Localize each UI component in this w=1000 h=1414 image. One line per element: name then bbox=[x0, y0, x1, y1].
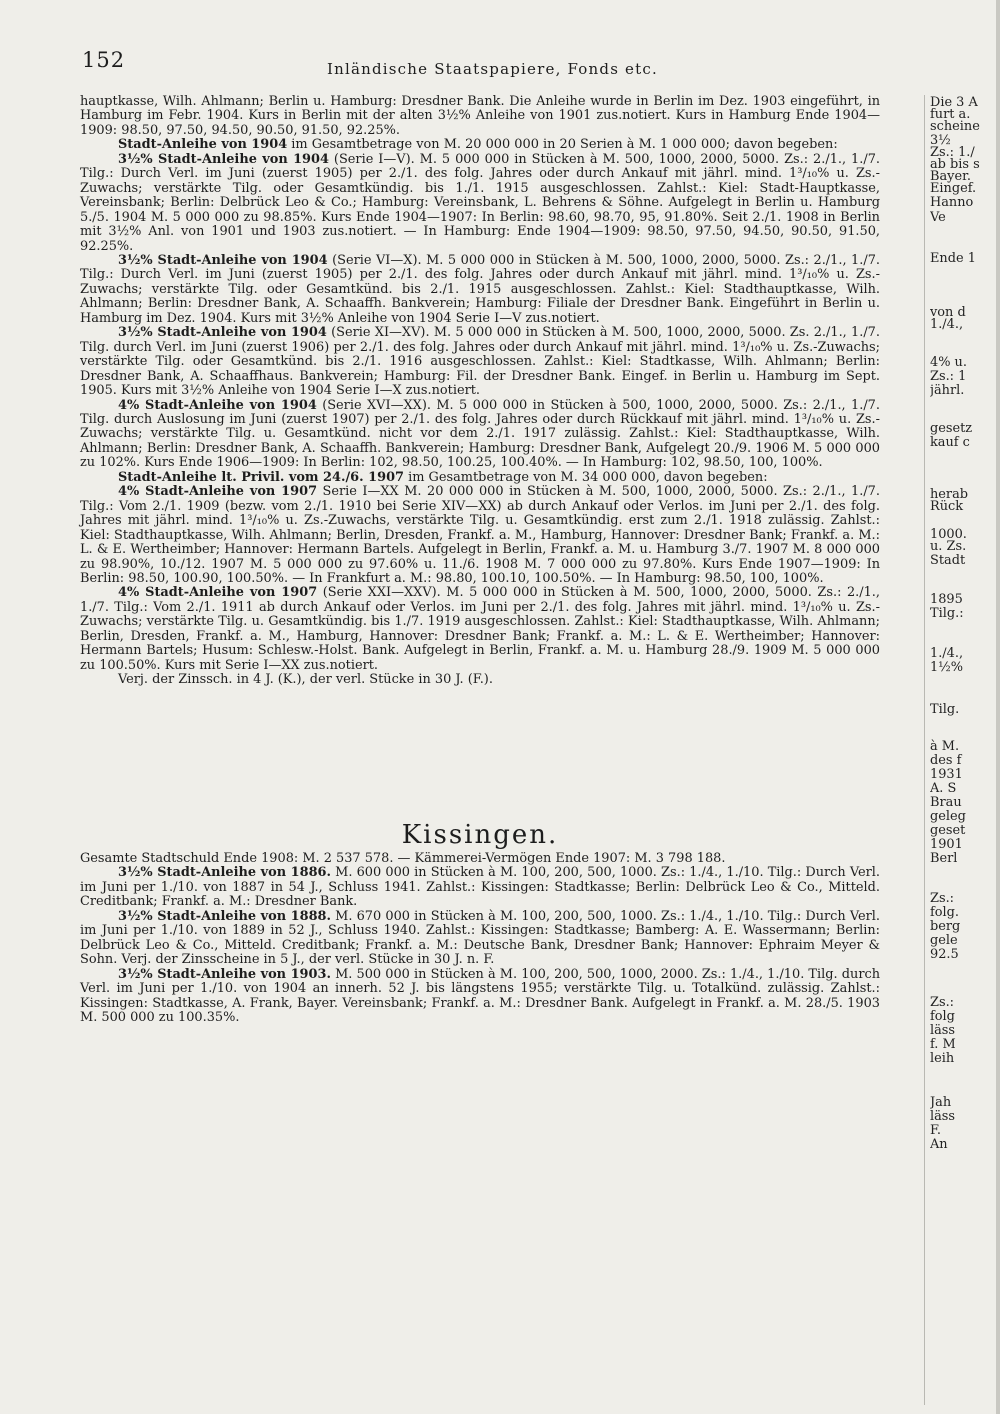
city-heading: Kissingen. bbox=[401, 820, 559, 850]
loan-text: im Gesamtbetrage von M. 20 000 000 in 20 Serien à M. 1 000 000; davon begeben: bbox=[287, 137, 838, 153]
adjacent-text-line: gele bbox=[930, 933, 958, 948]
loan-text: M. 500 000 in Stücken à M. 100, 200, 500, 1000, 2000. Zs.: 1./4., 1./10. Tilg. durch Verl. im Juni per 1./10. von 1904 an innerh. 52 J. bis längstens 1955; verstärkte Tilg. u. Totalkünd. zulässig. Zahlst.: Kissingen: Stadtkasse, A. Frank, Bayer. Vereinsbank; Frankf. a. M.: Dresdner Bank. Aufgelegt in Frankf. a. M. 28./5. 1903 M. 500 000 zu 100.35%. bbox=[80, 966, 880, 1025]
adjacent-text-line: 1./4., bbox=[930, 317, 964, 332]
kissingen-section bbox=[80, 852, 880, 1025]
adjacent-text-line: Berl bbox=[930, 851, 958, 866]
page-header bbox=[82, 48, 912, 84]
adjacent-text-line: ab bis s bbox=[930, 157, 980, 172]
loan-heading: 3½% Stadt-Anleihe von 1886. bbox=[118, 865, 331, 881]
adjacent-text-line: Zs.: bbox=[930, 995, 955, 1010]
adjacent-text-line: An bbox=[930, 1137, 948, 1152]
loan-text: im Gesamtbetrage von M. 34 000 000, davon begeben: bbox=[404, 469, 768, 485]
adjacent-text-line: 1000. bbox=[930, 527, 967, 542]
column-divider bbox=[924, 95, 925, 1405]
page-number: 152 bbox=[82, 48, 126, 72]
paragraph-loan-1907-series-1-20 bbox=[80, 485, 880, 586]
adjacent-page-fragment bbox=[930, 96, 1000, 1396]
paragraph-loan-1907-series-21-25 bbox=[80, 586, 880, 673]
paragraph-limitation-note: Verj. der Zinssch. in 4 J. (K.), der verl. Stücke in 30 J. (F.). bbox=[118, 672, 493, 688]
adjacent-text-line: F. bbox=[930, 1123, 942, 1138]
adjacent-text-line: u. Zs. bbox=[930, 539, 967, 554]
paragraph-city-debt: Gesamte Stadtschuld Ende 1908: M. 2 537 578. — Kämmerei-Vermögen Ende 1907: M. 3 798 188. bbox=[80, 851, 726, 866]
loan-text: (Serie I—V). M. 5 000 000 in Stücken à M. 500, 1000, 2000, 5000. Zs.: 2./1., 1./7. Tilg.: Durch Verl. im Juni (zuerst 1905) per 2./1. des folg. Jahres oder durch Ankauf mit jährl. mind. 1³/₁₀% u. Zs.-Zuwachs; verstärkte Tilg. oder Gesamtkündig. bis 1./1. 1915 ausgeschlossen. Zahlst.: Kiel: Stadt-Hauptkasse, Vereinsbank; Berlin: Delbrück Leo & Co.; Hamburg: Vereinsbank, L. Behrens & Söhne. Aufgelegt in Berlin u. Hamburg 5./5. 1904 M. 5 000 000 zu 98.85%. Kurs Ende 1904—1907: In Berlin: 98.60, 98.70, 95, 91.80%. Seit 2./1. 1908 in Berlin mit 3½% Anl. von 1901 und 1903 zus.notiert. — In Hamburg: Ende 1904—1909: 98.50, 97.50, 94.50, 90.50, 91.50, 92.25%. bbox=[80, 151, 880, 254]
adjacent-text-line: herab bbox=[930, 487, 969, 502]
adjacent-text-line: Ve bbox=[930, 210, 946, 225]
adjacent-text-line: leih bbox=[930, 1051, 955, 1066]
loan-text: (Serie XI—XV). M. 5 000 000 in Stücken à M. 500, 1000, 2000, 5000. Zs. 2./1., 1./7. Tilg. durch Verl. im Juni (zuerst 1906) per 2./1. des folg. Jahres oder durch Ankauf mit jährl. mind. 1³/₁₀% u. Zs.-Zuwachs; verstärkte Tilg. oder Gesamtkünd. bis 2./1. 1916 ausgeschlossen. Zahlst.: Kiel: Stadtkasse, Wilh. Ahlmann; Berlin: Dresdner Bank, A. Schaaffhaus. Bankverein; Hamburg: Fil. der Dresdner Bank. Eingef. in Berlin u. Hamburg im Sept. 1905. Kurs mit 3½% Anleihe von 1904 Serie I—X zus.notiert. bbox=[80, 325, 880, 399]
adjacent-text-line: f. M bbox=[930, 1037, 956, 1052]
adjacent-text-line: folg. bbox=[930, 905, 960, 920]
paragraph-loan-1888 bbox=[80, 910, 880, 968]
loan-heading: 4% Stadt-Anleihe von 1907 bbox=[118, 484, 318, 500]
loan-heading: 3½% Stadt-Anleihe von 1904 bbox=[118, 325, 327, 341]
adjacent-text-line: 4% u. bbox=[930, 355, 967, 370]
adjacent-text-line: Hanno bbox=[930, 195, 974, 210]
adjacent-text-line: 1931 bbox=[930, 767, 963, 782]
paragraph-loan-1903 bbox=[80, 968, 880, 1026]
adjacent-text-line: von d bbox=[930, 305, 966, 320]
adjacent-text-line: A. S bbox=[930, 781, 957, 796]
adjacent-text-line: berg bbox=[930, 919, 961, 934]
adjacent-text-line: 1./4., bbox=[930, 646, 964, 661]
adjacent-text-line: furt a. bbox=[930, 107, 971, 122]
paragraph-loan-1904-overview bbox=[80, 138, 880, 152]
loan-heading: 4% Stadt-Anleihe von 1907 bbox=[118, 585, 318, 601]
adjacent-text-line: Zs.: 1 bbox=[930, 369, 967, 384]
adjacent-text-line: Eingef. bbox=[930, 181, 977, 196]
loan-heading: 3½% Stadt-Anleihe von 1904 bbox=[118, 252, 328, 268]
adjacent-text-line: 92.5 bbox=[930, 947, 959, 962]
adjacent-text-line: kauf c bbox=[930, 435, 970, 450]
main-column bbox=[80, 95, 880, 688]
adjacent-text-line: des f bbox=[930, 753, 962, 768]
paragraph-loan-1904-series-11-15 bbox=[80, 326, 880, 398]
adjacent-text-line: jährl. bbox=[930, 383, 965, 398]
page-edge bbox=[996, 0, 1000, 1414]
paragraph-loan-1907-overview bbox=[80, 471, 880, 485]
loan-heading: 3½% Stadt-Anleihe von 1888. bbox=[118, 908, 331, 924]
adjacent-text-line: geset bbox=[930, 823, 966, 838]
adjacent-text-line: 3½ bbox=[930, 133, 951, 148]
adjacent-text-line: Stadt bbox=[930, 553, 966, 568]
adjacent-text-line: Jah bbox=[930, 1095, 952, 1110]
adjacent-text-line: Die 3 A bbox=[930, 96, 978, 110]
loan-heading: 4% Stadt-Anleihe von 1904 bbox=[118, 397, 317, 413]
running-title: Inländische Staatspapiere, Fonds etc. bbox=[327, 60, 658, 78]
paragraph-loan-1904-series-6-10 bbox=[80, 254, 880, 326]
adjacent-text-line: 1901 bbox=[930, 837, 963, 852]
loan-heading: Stadt-Anleihe von 1904 bbox=[118, 137, 288, 153]
paragraph-continuation: hauptkasse, Wilh. Ahlmann; Berlin u. Hamburg: Dresdner Bank. Die Anleihe wurde in Berlin im Dez. 1903 eingeführt, in Hamburg im Febr. 1904. Kurs in Berlin mit der alten 3½% Anleihe von 1901 zus.notiert. Kurs in Hamburg Ende 1904—1909: 98.50, 97.50, 94.50, 90.50, 91.50, 92.25%. bbox=[80, 94, 880, 138]
adjacent-text-line: geleg bbox=[930, 809, 966, 824]
adjacent-text-line: Ende 1 bbox=[930, 251, 976, 266]
loan-text: (Serie VI—X). M. 5 000 000 in Stücken à M. 500, 1000, 2000, 5000. Zs.: 2./1., 1./7. Tilg.: Durch Verl. im Juni (zuerst 1905) per 2./1. des folg. Jahres oder durch Ankauf mit jährl. mind. 1³/₁₀% u. Zs.-Zuwachs; verstärkte Tilg. oder Gesamtkünd. bis 2./1. 1915 ausgeschlossen. Zahlst.: Kiel: Stadthauptkasse, Wilh. Ahlmann; Berlin: Dresdner Bank, A. Schaaffh. Bankverein; Hamburg: Filiale der Dresdner Bank. Eingeführt in Berlin u. Hamburg im Dez. 1904. Kurs mit 3½% Anleihe von 1904 Serie I—V zus.notiert. bbox=[80, 252, 880, 326]
adjacent-text-line: läss bbox=[930, 1109, 956, 1124]
loan-text: M. 600 000 in Stücken à M. 100, 200, 500, 1000. Zs.: 1./4., 1./10. Tilg.: Durch Verl. im Juni per 1./10. von 1887 in 54 J., Schluss 1941. Zahlst.: Kissingen: Stadtkasse; Berlin: Delbrück Leo & Co., Mitteld. Creditbank; Frankf. a. M.: Dresdner Bank. bbox=[80, 865, 880, 910]
adjacent-text-line: Rück bbox=[930, 499, 964, 514]
adjacent-text-line: 1½% bbox=[930, 660, 963, 675]
adjacent-text-line: gesetz bbox=[930, 421, 973, 436]
adjacent-text-line: Zs.: bbox=[930, 891, 955, 906]
adjacent-text-line: Brau bbox=[930, 795, 962, 810]
paragraph-loan-1904-series-16-20 bbox=[80, 399, 880, 471]
paragraph-loan-1904-series-1-5 bbox=[80, 153, 880, 254]
adjacent-text-line: Zs.: 1./ bbox=[930, 145, 975, 160]
loan-text: (Serie XVI—XX). M. 5 000 000 in Stücken à 500, 1000, 2000, 5000. Zs.: 2./1., 1./7. Tilg. durch Auslosung im Juni (zuerst 1907) per 2./1. des folg. Jahres oder durch Rückkauf mit jährl. mind. 1³/₁₀% u. Zs.-Zuwachs; verstärkte Tilg. u. Gesamtkünd. nicht vor dem 2./1. 1917 zulässig. Zahlst.: Kiel: Stadthauptkasse, Wilh. Ahlmann; Berlin: Dresdner Bank, A. Schaaffh. Bankverein; Hamburg: Dresdner Bank, Aufgelegt 20./9. 1906 M. 5 000 000 zu 102%. Kurs Ende 1906—1909: In Berlin: 102, 98.50, 100.25, 100.40%. — In Hamburg: 102, 98.50, 100, 100%. bbox=[80, 397, 880, 471]
adjacent-text-line: Tilg. bbox=[930, 702, 960, 717]
loan-text: M. 670 000 in Stücken à M. 100, 200, 500, 1000. Zs.: 1./4., 1./10. Tilg.: Durch Verl. im Juni per 1./10. von 1889 in 52 J., Schluss 1940. Zahlst.: Kissingen: Stadtkasse; Bamberg: A. E. Wassermann; Berlin: Delbrück Leo & Co., Mitteld. Creditbank; Frankf. a. M.: Deutsche Bank, Dresdner Bank; Hannover: Ephraim Meyer & Sohn. Verj. der Zinsscheine in 5 J., der verl. Stücke in 30 J. n. F. bbox=[80, 908, 880, 968]
loan-heading: 3½% Stadt-Anleihe von 1904 bbox=[118, 151, 329, 167]
loan-text: Serie I—XX M. 20 000 000 in Stücken à M. 500, 1000, 2000, 5000. Zs.: 2./1., 1./7. Tilg.: Vom 2./1. 1909 (bezw. vom 2./1. 1910 bei Serie XIV—XX) ab durch Ankauf oder Verlos. im Juni per 2./1. des folg. Jahres mit jährl. mind. 1³/₁₀% u. Zs.-Zuwachs, verstärkte Tilg. u. Gesamtkündig. erst zum 2./1. 1918 zulässig. Zahlst.: Kiel: Stadthauptkasse, Wilh. Ahlmann; Berlin, Dresden, Frankf. a. M., Hamburg, Hannover: Dresdner Bank; Frankf. a. M.: L. & E. Wertheimber; Hannover: Hermann Bartels. Aufgelegt in Berlin, Frankf. a. M. u. Hamburg 3./7. 1907 M. 8 000 000 zu 98.90%, 10./12. 1907 M. 5 000 000 zu 97.60% u. 11./6. 1908 M. 7 000 000 zu 97.80%. Kurs Ende 1907—1909: In Berlin: 98.50, 100.90, 100.50%. — In Frankfurt a. M.: 98.80, 100.10, 100.50%. — In Hamburg: 98.50, 100, 100%. bbox=[80, 484, 880, 586]
loan-heading: 3½% Stadt-Anleihe von 1903. bbox=[118, 966, 331, 982]
loan-text: (Serie XXI—XXV). M. 5 000 000 in Stücken à M. 500, 1000, 2000, 5000. Zs.: 2./1., 1./7. Tilg.: Vom 2./1. 1911 ab durch Ankauf oder Verlos. im Juni per 2./1. des folg. Jahres mit jährl. mind. 1³/₁₀% u. Zs.-Zuwachs; verstärkte Tilg. u. Gesamtkündig. bis 1./7. 1919 ausgeschlossen. Zahlst.: Kiel: Stadthauptkasse, Wilh. Ahlmann; Berlin, Dresden, Frankf. a. M., Hamburg, Hannover: Dresdner Bank; Frankf. a. M.: L. & E. Wertheimber; Hannover: Hermann Bartels; Husum: Schlesw.-Holst. Bank. Aufgelegt in Berlin, Frankf. a. M. u. Hamburg 28./9. 1909 M. 5 000 000 zu 100.50%. Kurs mit Serie I—XX zus.notiert. bbox=[80, 585, 880, 673]
adjacent-text-line: läss bbox=[930, 1023, 956, 1038]
adjacent-text-line: folg bbox=[930, 1009, 955, 1024]
adjacent-text-line: 1895 bbox=[930, 592, 963, 607]
adjacent-text-line: Tilg.: bbox=[930, 606, 964, 621]
adjacent-text-line: scheine bbox=[930, 119, 980, 134]
adjacent-text-line: Bayer. bbox=[930, 169, 971, 184]
adjacent-text-line: à M. bbox=[930, 739, 960, 754]
paragraph-loan-1886 bbox=[80, 866, 880, 909]
loan-heading: Stadt-Anleihe lt. Privil. vom 24./6. 1907 bbox=[118, 469, 405, 485]
